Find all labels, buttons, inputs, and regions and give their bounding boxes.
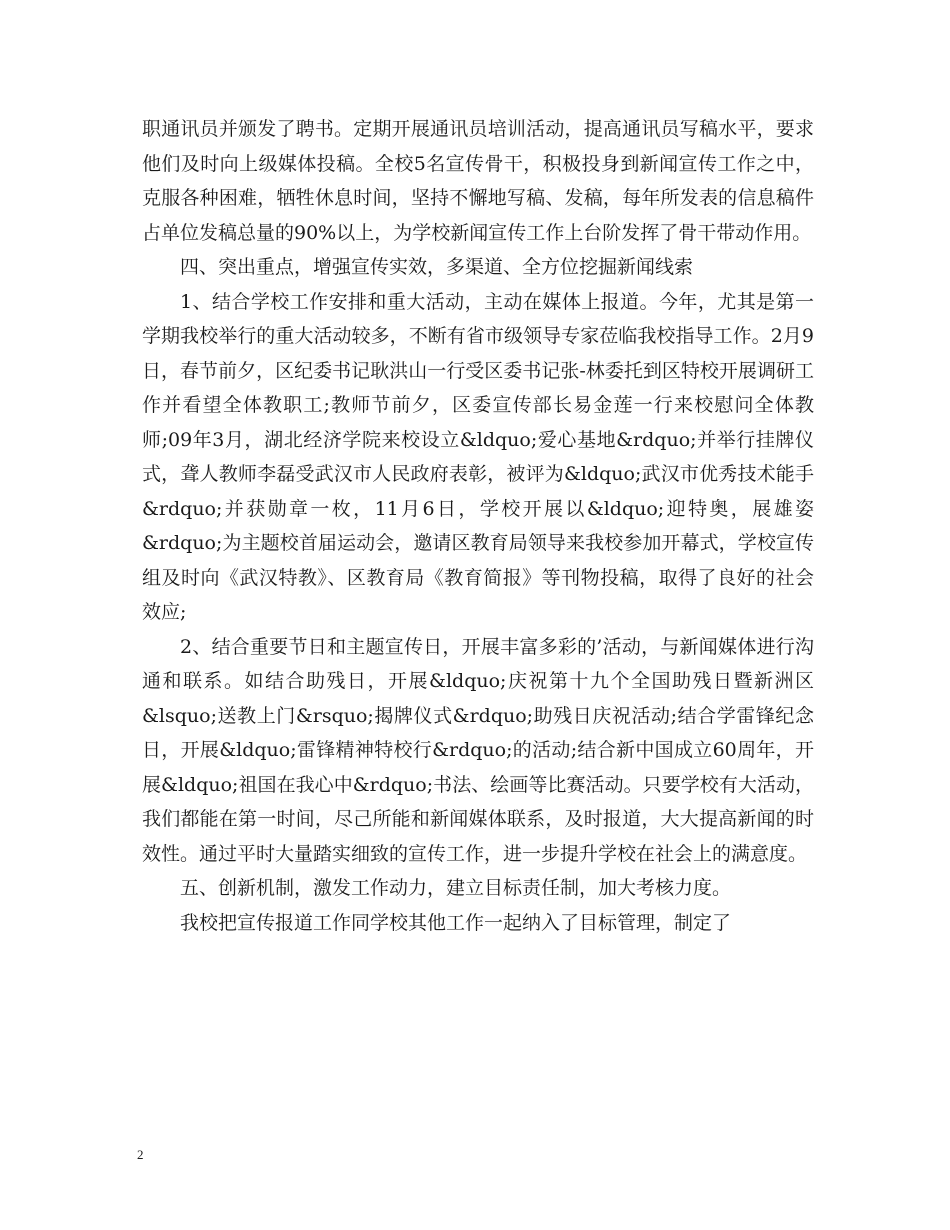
paragraph-item-two: 2、结合重要节日和主题宣传日，开展丰富多彩的’活动，与新闻媒体进行沟通和联系。如结合助残日，开展&ldquo;庆祝第十九个全国助残日暨新洲区&lsquo;送教上门&rsquo;揭牌仪式&rdquo;助残日庆祝活动;结合学雷锋纪念日，开展&ldquo;雷锋精神特校行&rdquo;的活动;结合新中国成立60周年，开展&ldquo;祖国在我心中&rdquo;书法、绘画等比赛活动。只要学校有大活动，我们都能在第一时间，尽己所能和新闻媒体联系，及时报道，大大提高新闻的时效性。通过平时大量踏实细致的宣传工作，进一步提升学校在社会上的满意度。 bbox=[142, 635, 814, 865]
paragraph-continuation: 职通讯员并颁发了聘书。定期开展通讯员培训活动，提高通讯员写稿水平，要求他们及时向上级媒体投稿。全校5名宣传骨干，积极投身到新闻宣传工作之中，克服各种困难，牺牲休息时间，坚持不懈地写稿、发稿，每年所发表的信息稿件占单位发稿总量的90%以上，为学校新闻宣传工作上台阶发挥了骨干带动作用。 bbox=[142, 118, 814, 244]
document-body bbox=[142, 112, 814, 940]
paragraph-target-management: 我校把宣传报道工作同学校其他工作一起纳入了目标管理，制定了 bbox=[180, 911, 732, 934]
section-heading-four: 四、突出重点，增强宣传实效，多渠道、全方位挖掘新闻线索 bbox=[180, 256, 694, 278]
paragraph-item-one: 1、结合学校工作安排和重大活动，主动在媒体上报道。今年，尤其是第一学期我校举行的重大活动较多，不断有省市级领导专家莅临我校指导工作。2月9日，春节前夕，区纪委书记耿洪山一行受区委书记张-林委托到区特校开展调研工作并看望全体教职工;教师节前夕，区委宣传部长易金莲一行来校慰问全体教师;09年3月，湖北经济学院来校设立&ldquo;爱心基地&rdquo;并举行挂牌仪式，聋人教师李磊受武汉市人民政府表彰，被评为&ldquo;武汉市优秀技术能手&rdquo;并获勋章一枚，11月6日，学校开展以&ldquo;迎特奥，展雄姿&rdquo;为主题校首届运动会，邀请区教育局领导来我校参加开幕式，学校宣传组及时向《武汉特教》、区教育局《教育简报》等刊物投稿，取得了良好的社会效应; bbox=[142, 290, 814, 623]
page-number: 2 bbox=[137, 1147, 144, 1162]
section-heading-five: 五、创新机制，激发工作动力，建立目标责任制，加大考核力度。 bbox=[180, 877, 732, 899]
